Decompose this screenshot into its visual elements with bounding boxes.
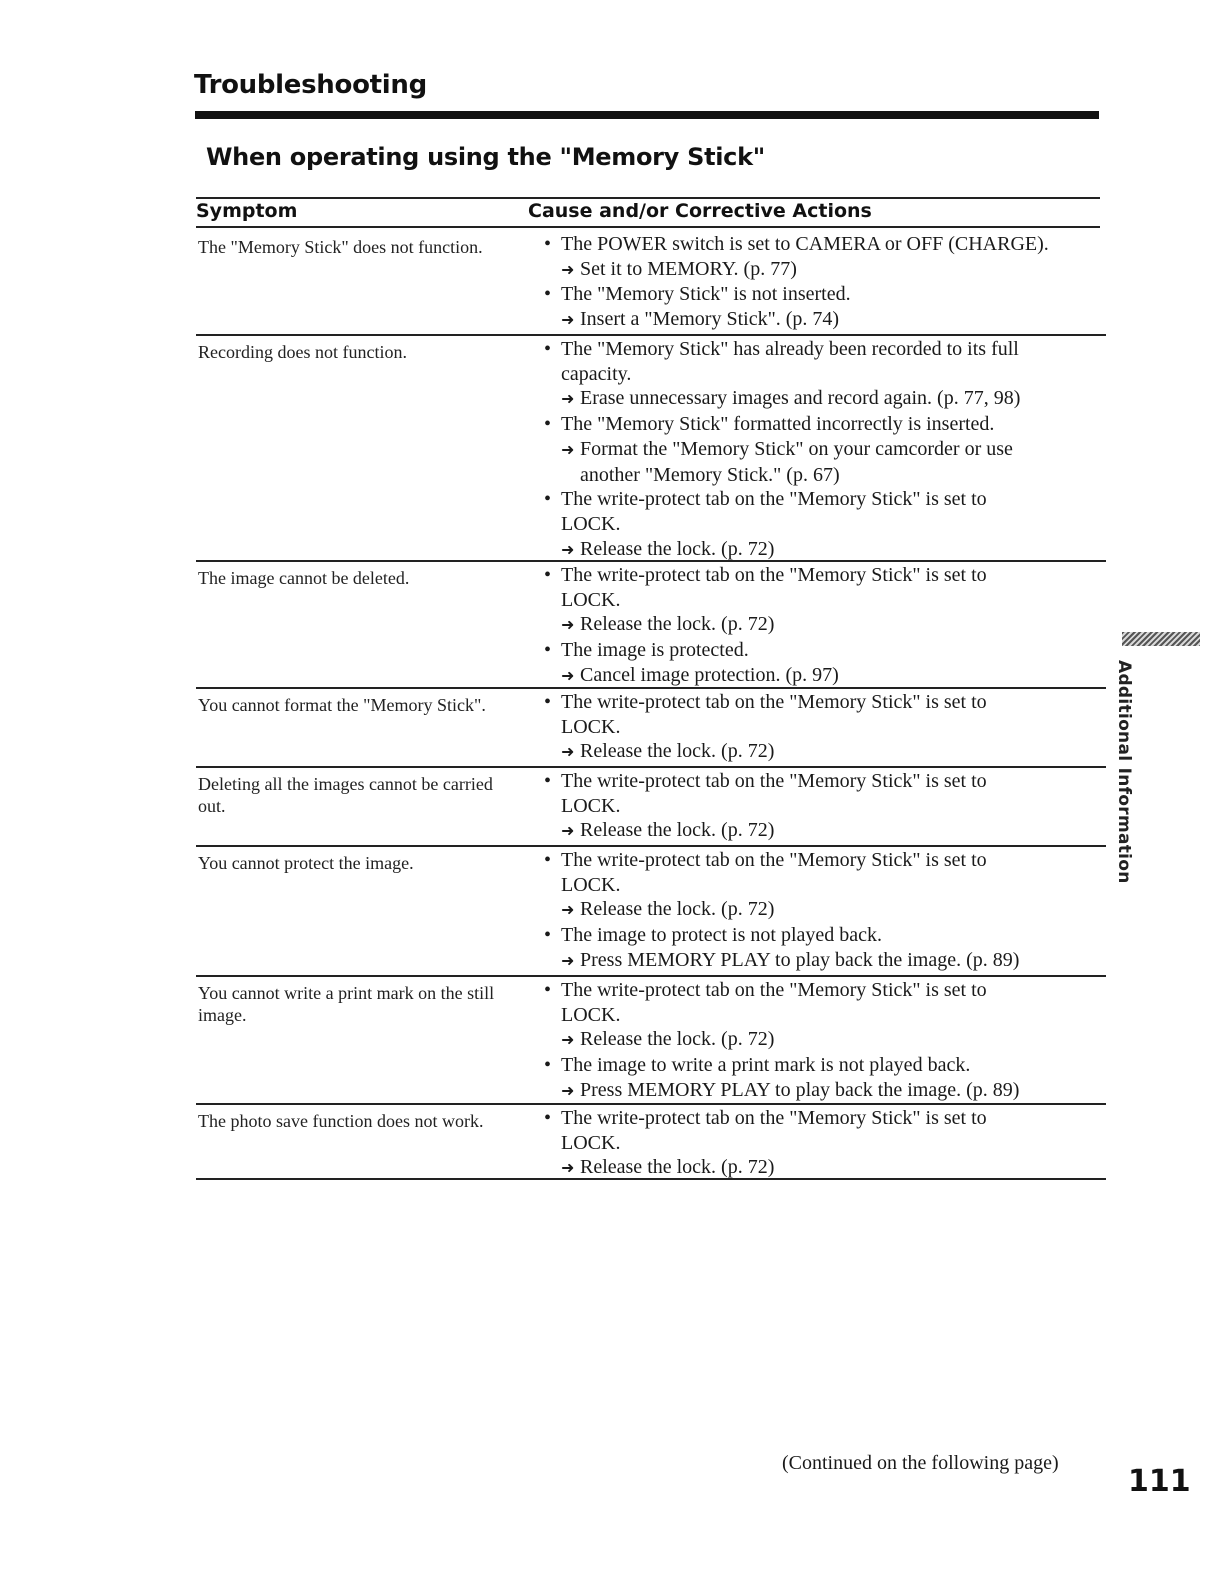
line-text: Insert a "Memory Stick". (p. 74) <box>580 308 840 331</box>
cause-item-continued <box>544 715 1104 740</box>
row-rule <box>196 687 1106 689</box>
title-rule <box>195 111 1099 119</box>
cause-item <box>544 978 1104 1003</box>
bullet-icon: • <box>544 639 552 662</box>
corrective-action <box>544 948 1104 974</box>
cause-item-continued <box>544 873 1104 898</box>
cause-actions <box>544 232 1104 333</box>
line-text: The write-protect tab on the "Memory Stick" is set to <box>561 979 987 1001</box>
arrow-right-icon: ➜ <box>561 1030 575 1050</box>
line-text: Format the "Memory Stick" on your camcorder or use <box>580 437 1013 460</box>
arrow-right-icon: ➜ <box>561 1080 575 1100</box>
line-text: The write-protect tab on the "Memory Stick" is set to <box>561 770 987 792</box>
bullet-icon: • <box>544 338 552 360</box>
bullet-icon: • <box>544 413 552 436</box>
symptom-text: You cannot format the "Memory Stick". <box>198 695 486 715</box>
arrow-right-icon: ➜ <box>561 821 575 841</box>
symptom-column-header: Symptom <box>196 200 298 222</box>
cause-actions <box>544 1106 1104 1181</box>
line-text: Release the lock. (p. 72) <box>580 537 775 560</box>
line-text: Set it to MEMORY. (p. 77) <box>580 257 797 280</box>
cause-item-continued <box>544 1131 1104 1156</box>
table-row <box>196 848 1106 978</box>
cause-item-continued <box>544 1003 1104 1028</box>
table-row <box>196 769 1106 848</box>
cause-actions <box>544 690 1104 765</box>
cause-item <box>544 1106 1104 1131</box>
bullet-icon: • <box>544 770 552 792</box>
symptom-text: The photo save function does not work. <box>198 1111 484 1131</box>
table-row <box>196 563 1106 690</box>
table-row <box>196 232 1106 337</box>
line-text: The "Memory Stick" formatted incorrectly is inserted. <box>561 413 995 436</box>
arrow-right-icon: ➜ <box>561 539 575 559</box>
line-text: Cancel image protection. (p. 97) <box>580 663 839 686</box>
cause-item <box>544 848 1104 873</box>
table-top-rule <box>196 197 1100 199</box>
line-text: The image is protected. <box>561 639 749 662</box>
bullet-icon: • <box>544 1107 552 1129</box>
continued-note: (Continued on the following page) <box>782 1452 1059 1474</box>
corrective-action-continued <box>544 463 1104 488</box>
cause-item <box>544 412 1104 437</box>
cause-item-continued <box>544 588 1104 613</box>
cause-actions <box>544 848 1104 974</box>
row-rule <box>196 334 1106 336</box>
line-text: The image to write a print mark is not played back. <box>561 1054 971 1077</box>
arrow-right-icon: ➜ <box>561 950 575 970</box>
bullet-icon: • <box>544 849 552 871</box>
line-text: Release the lock. (p. 72) <box>580 613 775 636</box>
side-tab-label: Additional Information <box>1114 660 1134 884</box>
arrow-right-icon: ➜ <box>561 439 575 459</box>
line-text: Erase unnecessary images and record again. (p. 77, 98) <box>580 387 1021 410</box>
line-text: The image to protect is not played back. <box>561 924 883 947</box>
line-text: Release the lock. (p. 72) <box>580 898 775 921</box>
line-text: LOCK. <box>561 1131 621 1154</box>
line-text: The write-protect tab on the "Memory Stick" is set to <box>561 488 987 511</box>
row-rule <box>196 845 1106 847</box>
cause-item <box>544 923 1104 948</box>
symptom-text: You cannot write a print mark on the still image. <box>198 983 495 1025</box>
arrow-right-icon: ➜ <box>561 310 575 330</box>
line-text: Release the lock. (p. 72) <box>580 819 775 842</box>
corrective-action <box>544 739 1104 765</box>
line-text: The write-protect tab on the "Memory Stick" is set to <box>561 849 987 871</box>
cause-item <box>544 1053 1104 1078</box>
line-text: The "Memory Stick" is not inserted. <box>561 283 851 306</box>
page-number: 111 <box>1128 1464 1191 1499</box>
bullet-icon: • <box>544 564 552 586</box>
bullet-icon: • <box>544 283 552 306</box>
line-text: LOCK. <box>561 873 621 896</box>
corrective-action <box>544 537 1104 563</box>
cause-item-continued <box>544 362 1104 387</box>
arrow-right-icon: ➜ <box>561 665 575 685</box>
corrective-action <box>544 1078 1104 1104</box>
line-text: LOCK. <box>561 794 621 817</box>
corrective-action <box>544 1027 1104 1053</box>
line-text: Press MEMORY PLAY to play back the image. (p. 89) <box>580 948 1020 971</box>
corrective-action <box>544 663 1104 689</box>
header-rule <box>196 226 1100 228</box>
section-title: When operating using the "Memory Stick" <box>206 143 765 171</box>
cause-actions <box>544 978 1104 1104</box>
line-text: capacity. <box>561 362 632 385</box>
symptom-text: The "Memory Stick" does not function. <box>198 237 483 257</box>
cause-item <box>544 638 1104 663</box>
side-tab-marker <box>1122 632 1200 646</box>
bullet-icon: • <box>544 1054 552 1077</box>
line-text: Release the lock. (p. 72) <box>580 1156 775 1179</box>
cause-item <box>544 487 1104 512</box>
cause-actions <box>544 337 1104 562</box>
line-text: Release the lock. (p. 72) <box>580 1028 775 1051</box>
corrective-action <box>544 897 1104 923</box>
arrow-right-icon: ➜ <box>561 389 575 409</box>
corrective-action <box>544 437 1104 463</box>
bullet-icon: • <box>544 233 552 255</box>
symptom-text: Deleting all the images cannot be carried out. <box>198 774 493 816</box>
line-text: another "Memory Stick." (p. 67) <box>580 463 840 486</box>
cause-column-header: Cause and/or Corrective Actions <box>528 200 872 222</box>
table-row <box>196 978 1106 1106</box>
row-rule <box>196 975 1106 977</box>
cause-actions <box>544 769 1104 844</box>
corrective-action <box>544 257 1104 283</box>
arrow-right-icon: ➜ <box>561 1158 575 1178</box>
line-text: The write-protect tab on the "Memory Stick" is set to <box>561 1107 987 1129</box>
symptom-text: Recording does not function. <box>198 342 407 362</box>
line-text: LOCK. <box>561 1003 621 1026</box>
arrow-right-icon: ➜ <box>561 900 575 920</box>
cause-item <box>544 563 1104 588</box>
table-row <box>196 337 1106 563</box>
corrective-action <box>544 386 1104 412</box>
symptom-text: The image cannot be deleted. <box>198 568 410 588</box>
row-rule <box>196 766 1106 768</box>
table-row <box>196 1106 1106 1181</box>
cause-item <box>544 232 1104 257</box>
arrow-right-icon: ➜ <box>561 615 575 635</box>
cause-actions <box>544 563 1104 689</box>
line-text: Press MEMORY PLAY to play back the image. (p. 89) <box>580 1078 1020 1101</box>
line-text: The write-protect tab on the "Memory Stick" is set to <box>561 564 987 586</box>
line-text: The POWER switch is set to CAMERA or OFF (CHARGE). <box>561 233 1049 255</box>
line-text: The "Memory Stick" has already been recorded to its full <box>561 338 1019 360</box>
line-text: The write-protect tab on the "Memory Stick" is set to <box>561 691 987 713</box>
arrow-right-icon: ➜ <box>561 259 575 279</box>
cause-item <box>544 769 1104 794</box>
cause-item <box>544 337 1104 362</box>
bullet-icon: • <box>544 488 552 511</box>
corrective-action <box>544 818 1104 844</box>
line-text: Release the lock. (p. 72) <box>580 740 775 763</box>
row-rule <box>196 1178 1106 1180</box>
cause-item-continued <box>544 794 1104 819</box>
cause-item <box>544 690 1104 715</box>
row-rule <box>196 1103 1106 1105</box>
corrective-action <box>544 307 1104 333</box>
arrow-right-icon: ➜ <box>561 742 575 762</box>
table-row <box>196 690 1106 769</box>
page-title: Troubleshooting <box>194 70 427 100</box>
line-text: LOCK. <box>561 715 621 738</box>
line-text: LOCK. <box>561 588 621 611</box>
bullet-icon: • <box>544 691 552 713</box>
line-text: LOCK. <box>561 512 621 535</box>
bullet-icon: • <box>544 979 552 1001</box>
row-rule <box>196 560 1106 562</box>
bullet-icon: • <box>544 924 552 947</box>
cause-item <box>544 282 1104 307</box>
corrective-action <box>544 612 1104 638</box>
symptom-text: You cannot protect the image. <box>198 853 414 873</box>
cause-item-continued <box>544 512 1104 537</box>
